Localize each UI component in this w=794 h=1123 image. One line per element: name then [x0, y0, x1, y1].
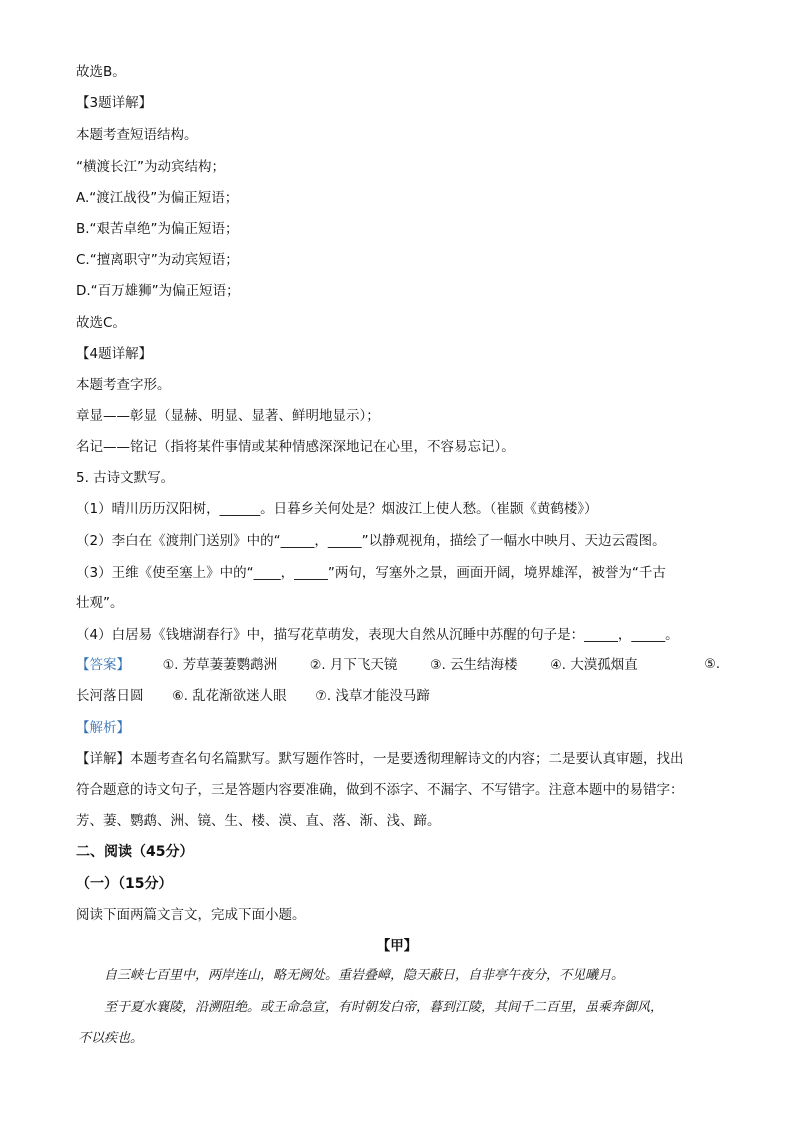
answer-text: 月下飞天镜 — [329, 657, 398, 673]
answer-number: ④. — [550, 658, 566, 673]
answer-text: 大漠孤烟直 — [570, 657, 638, 673]
section-heading: 【4题详解】 — [76, 346, 153, 362]
answer-row — [76, 686, 430, 707]
classical-passage-line: 至于夏水襄陵，沿溯阻绝。或王命急宣，有时朝发白帝，暮到江陵，其间千二百里，虽乘奔御风， — [104, 1000, 664, 1015]
text-line: D.“百万雄狮”为偏正短语； — [76, 283, 240, 299]
analysis-text: 芳、萋、鹦鹉、洲、镜、生、楼、漠、直、落、渐、浅、蹄。 — [76, 813, 441, 829]
answer-number: ⑥. — [172, 689, 188, 704]
text-line: 故选B。 — [76, 64, 126, 80]
text-line: “横渡长江”为动宾结构； — [76, 159, 225, 175]
question-title: 5. 古诗文默写。 — [76, 470, 175, 486]
answer-label: 【答案】 — [76, 657, 130, 673]
analysis-text: 本题考查名句名篇默写。默写题作答时，一是要透彻理解诗文的内容；二是要认真审题，找出 — [130, 751, 684, 767]
analysis-text: 符合题意的诗文句子，三是答题内容要准确，做到不添字、不漏字、不写错字。注意本题中的易错字： — [76, 782, 684, 798]
question-item: （1）晴川历历汉阳树，______。日暮乡关何处是？烟波江上使人愁。（崔颢《黄鹤楼》） — [76, 501, 598, 517]
question-item: （3）王维《使至塞上》中的“____，_____”两句，写塞外之景，画面开阔，境界雄浑，被誉为“千古 — [76, 565, 666, 581]
answer-number: ①. — [162, 658, 179, 673]
answer-text: 云生结海楼 — [450, 657, 518, 673]
answer-text: 芳草萋萋鹦鹉洲 — [182, 657, 278, 673]
answer-number: ⑤. — [704, 657, 720, 672]
classical-passage-line: 自三峡七百里中，两岸连山，略无阙处。重岩叠嶂，隐天蔽日，自非亭午夜分，不见曦月。 — [104, 968, 625, 983]
answer-text: 乱花渐欲迷人眼 — [192, 688, 287, 704]
text-line: C.“擅离职守”为动宾短语； — [76, 252, 239, 268]
passage-label: 【甲】 — [376, 938, 418, 954]
text-line: 本题考查字形。 — [76, 377, 171, 393]
text-line: B.“艰苦卓绝”为偏正短语； — [76, 221, 239, 237]
classical-passage-line: 不以疾也。 — [78, 1031, 144, 1046]
question-item-continued: 壮观”。 — [76, 595, 124, 611]
text-line: 故选C。 — [76, 315, 126, 331]
section-heading: 【3题详解】 — [76, 95, 153, 111]
answer-number: ⑦. — [315, 689, 332, 704]
answer-number: ③. — [429, 658, 446, 673]
section-title: 二、阅读（45分） — [76, 844, 194, 860]
analysis-label: 【解析】 — [76, 720, 130, 736]
text-line: 章显——彰显（显赫、明显、显著、鲜明地显示）； — [76, 408, 380, 424]
answer-row — [76, 655, 720, 676]
answer-text: 浅草才能没马蹄 — [335, 688, 430, 704]
detail-label: 【详解】 — [76, 751, 130, 767]
text-line: A.“渡江战役”为偏正短语； — [76, 190, 239, 206]
analysis-paragraph — [76, 749, 684, 769]
text-line: 名记——铭记（指将某件事情或某种情感深深地记在心里，不容易忘记）。 — [76, 439, 515, 455]
subsection-title: （一）（15分） — [76, 876, 173, 892]
text-line: 本题考查短语结构。 — [76, 127, 198, 143]
instruction-text: 阅读下面两篇文言文，完成下面小题。 — [76, 907, 306, 923]
answer-text: 长河落日圆 — [76, 688, 144, 704]
answer-number: ②. — [309, 658, 326, 673]
question-item: （4）白居易《钱塘湖春行》中，描写花草萌发，表现大自然从沉睡中苏醒的句子是：_____，_____。 — [76, 627, 679, 643]
question-item: （2）李白在《渡荆门送别》中的“_____，_____”以静观视角，描绘了一幅水中映月、天边云霞图。 — [76, 533, 666, 549]
